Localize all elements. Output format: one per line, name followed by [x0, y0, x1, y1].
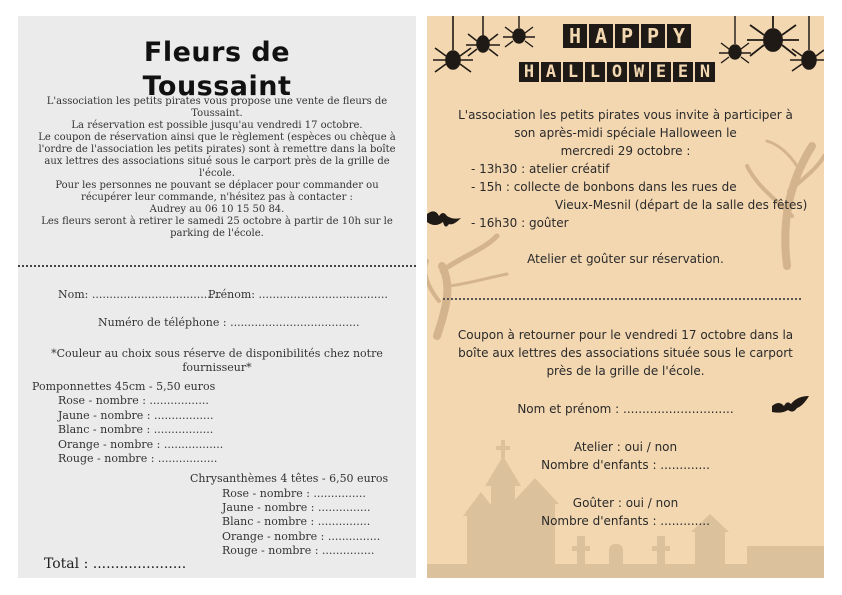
pomponnette-jaune-field[interactable]: Jaune - nombre : ................. [58, 409, 214, 422]
title-letter: P [641, 24, 665, 48]
flyer-title [18, 36, 416, 104]
cut-line [443, 298, 801, 300]
chrysantheme-blanc-field[interactable]: Blanc - nombre : ............... [222, 515, 371, 528]
chrysantheme-orange-field[interactable]: Orange - nombre : ............... [222, 530, 381, 543]
spider-icon [790, 16, 824, 71]
flower-sale-flyer [18, 16, 416, 578]
title-letter: N [695, 62, 715, 82]
intro-line: récupérer leur commande, n'hésitez pas à contacter : [81, 192, 353, 203]
prenom-field[interactable]: Prénom: ..................................... [208, 288, 388, 301]
title-letter: P [615, 24, 639, 48]
coupon-line: près de la grille de l'école. [546, 364, 705, 378]
cut-line [18, 265, 416, 267]
intro-line: La réservation est possible jusqu'au vendredi 17 octobre. [71, 120, 363, 131]
spider-icon [747, 16, 799, 56]
title-letter: A [541, 62, 561, 82]
intro-line: Toussaint. [191, 108, 243, 119]
spider-icon [503, 16, 535, 47]
program-item: - 16h30 : goûter [471, 216, 569, 230]
intro-line: Le coupon de réservation ainsi que le règlement (espèces ou chèque à [38, 132, 396, 143]
flyer-intro [26, 96, 408, 240]
invitation-line: son après-midi spéciale Halloween le [514, 126, 737, 140]
atelier-enfants-field[interactable]: Nombre d'enfants : ............. [541, 458, 710, 472]
chrysantheme-jaune-field[interactable]: Jaune - nombre : ............... [222, 501, 371, 514]
reservation-note: Atelier et goûter sur réservation. [527, 252, 724, 266]
title-letter: W [629, 62, 649, 82]
invitation-line: mercredi 29 octobre : [560, 144, 691, 158]
intro-line: L'association les petits pirates vous propose une vente de fleurs de [46, 96, 388, 107]
title-happy [537, 24, 717, 48]
pomponnette-rose-field[interactable]: Rose - nombre : ................. [58, 394, 209, 407]
program-item: - 15h : collecte de bonbons dans les rues de [471, 180, 737, 194]
title-letter: Y [667, 24, 691, 48]
invitation-line: L'association les petits pirates vous invite à participer à [458, 108, 793, 122]
invitation-text [427, 106, 824, 160]
title-letter: O [607, 62, 627, 82]
chrysantheme-rouge-field[interactable]: Rouge - nombre : ............... [222, 544, 375, 557]
nom-prenom-field[interactable]: Nom et prénom : ............................. [517, 402, 734, 416]
bat-icon [427, 211, 461, 226]
title-letter: A [589, 24, 613, 48]
spider-icon [466, 16, 500, 56]
intro-line: Les fleurs seront à retirer le samedi 25 octobre à partir de 10h sur le [41, 216, 393, 227]
spider-icon [433, 16, 473, 72]
title-letter: H [563, 24, 587, 48]
color-availability-note [18, 347, 416, 375]
title-letter: H [519, 62, 539, 82]
pomponnette-orange-field[interactable]: Orange - nombre : ................. [58, 438, 224, 451]
coupon-line: Coupon à retourner pour le vendredi 17 octobre dans la [457, 328, 794, 342]
title-halloween [512, 62, 722, 82]
halloween-flyer [427, 16, 824, 578]
note-line: fournisseur* [182, 361, 252, 374]
intro-line: parking de l'école. [170, 228, 264, 239]
intro-line: l'ordre de l'association les petits pirates) sont à remettre dans la boîte [38, 144, 396, 155]
total-field[interactable]: Total : ..................... [44, 556, 187, 572]
chrysanthemes-title: Chrysanthèmes 4 têtes - 6,50 euros [190, 472, 389, 485]
title-letter: E [651, 62, 671, 82]
chrysantheme-rose-field[interactable]: Rose - nombre : ............... [222, 487, 366, 500]
coupon-text [427, 326, 824, 380]
atelier-choice[interactable]: Atelier : oui / non [573, 440, 678, 454]
nom-field[interactable]: Nom: ..................................... [58, 288, 222, 301]
gouter-enfants-field[interactable]: Nombre d'enfants : ............. [541, 514, 710, 528]
intro-line: Pour les personnes ne pouvant se déplacer pour commander ou [55, 180, 379, 191]
pomponnettes-title: Pomponnettes 45cm - 5,50 euros [32, 380, 216, 393]
title-line-1: Fleurs de [143, 37, 291, 68]
title-letter: L [585, 62, 605, 82]
pomponnette-rouge-field[interactable]: Rouge - nombre : ................. [58, 452, 218, 465]
program-item: Vieux-Mesnil (départ de la salle des fêtes) [555, 198, 808, 212]
title-letter: E [673, 62, 693, 82]
note-line: *Couleur au choix sous réserve de disponibilités chez notre [51, 347, 383, 360]
gouter-choice[interactable]: Goûter : oui / non [572, 496, 679, 510]
intro-line: aux lettres des associations situé sous le carport près de la grille de [44, 156, 390, 167]
title-line-2: Toussaint [142, 71, 292, 102]
spider-icon [719, 16, 751, 63]
intro-line: Audrey au 06 10 15 50 84. [149, 204, 285, 215]
intro-line: l'école. [199, 168, 235, 179]
program-item: - 13h30 : atelier créatif [471, 162, 610, 176]
title-letter: L [563, 62, 583, 82]
telephone-field[interactable]: Numéro de téléphone : ..................................... [98, 316, 360, 329]
coupon-line: boîte aux lettres des associations située sous le carport [458, 346, 793, 360]
pomponnette-blanc-field[interactable]: Blanc - nombre : ................. [58, 423, 214, 436]
